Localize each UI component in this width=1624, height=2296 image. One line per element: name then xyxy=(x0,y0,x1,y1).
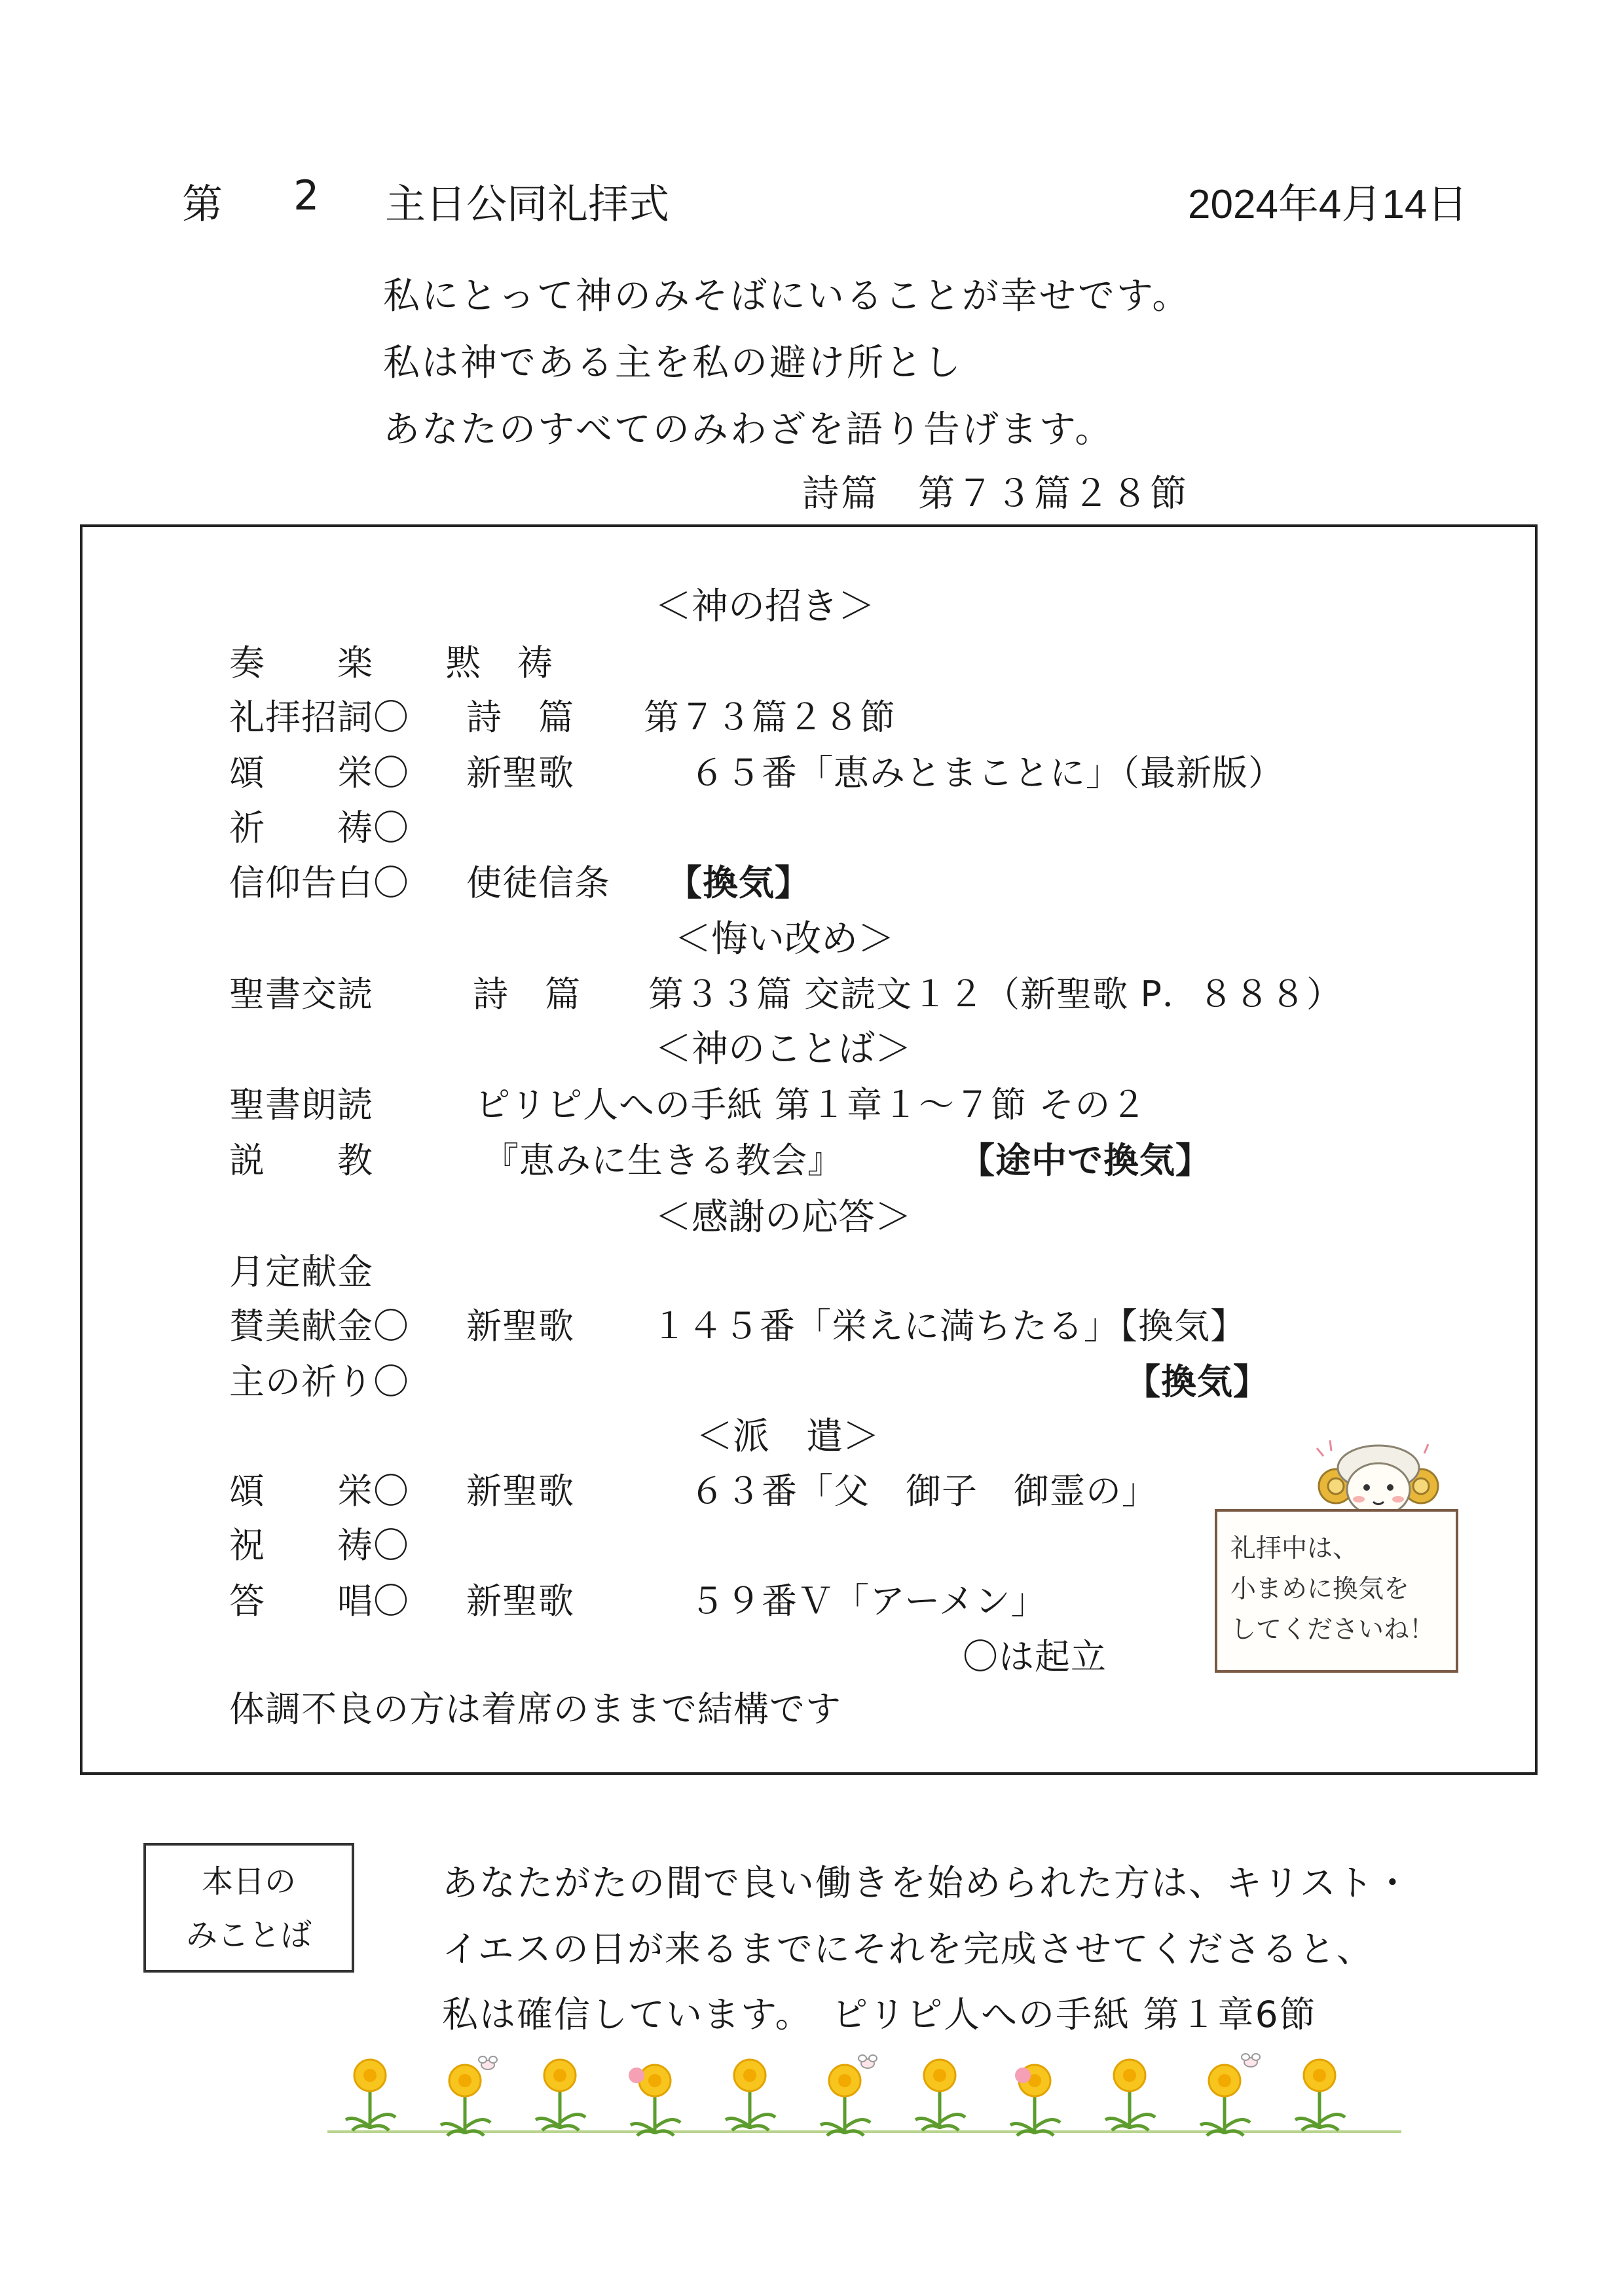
sermon-ventilation-note: 【途中で換気】 xyxy=(959,1140,1211,1181)
section-call-to-worship: ＜神の招き＞ xyxy=(655,585,875,628)
today-word-line-1: あなたがたの間で良い働きを始められた方は、キリスト・ xyxy=(442,1862,1412,1904)
section-repentance: ＜悔い改め＞ xyxy=(674,918,895,960)
bee-icon xyxy=(1242,2054,1260,2067)
bee-icon xyxy=(479,2056,497,2069)
today-word-line-3: 私は確信しています。 ピリピ人への手紙 第１章6節 xyxy=(442,1994,1317,2035)
sheep-mascot-icon xyxy=(1313,1434,1444,1519)
bee-icon xyxy=(858,2055,877,2068)
praise1-book: 新聖歌 xyxy=(466,752,574,793)
praise-offering-book: 新聖歌 xyxy=(466,1305,574,1347)
today-word-label-line-1: 本日の xyxy=(201,1863,296,1900)
praise1-hymn: ６５番「恵みとまことに」（最新版） xyxy=(690,752,1284,793)
ventilation-hint-box xyxy=(1215,1509,1458,1673)
creed-ventilation-note: 【換気】 xyxy=(667,862,811,903)
amen-hymn: ５９番Ｖ「アーメン」 xyxy=(690,1580,1047,1622)
call-source: 詩 篇 xyxy=(466,697,574,738)
hint-line-1: 礼拝中は、 xyxy=(1230,1534,1359,1563)
call-label: 礼拝招詞〇 xyxy=(229,697,409,738)
praise1-label: 頌 栄〇 xyxy=(229,752,409,793)
standing-note: 〇は起立 xyxy=(963,1636,1107,1677)
scripture-reference: ピリピ人への手紙 第１章１～７節 その２ xyxy=(475,1084,1147,1125)
verse-line-3: あなたのすべてのみわざを語り告げます。 xyxy=(383,409,1114,451)
section-response: ＜感謝の応答＞ xyxy=(655,1196,912,1239)
creed-name: 使徒信条 xyxy=(466,862,610,903)
praise-offering-hymn: １４５番「栄えに満ちたる」【換気】 xyxy=(652,1305,1246,1347)
amen-book: 新聖歌 xyxy=(466,1580,574,1622)
benediction-label: 祝 祷〇 xyxy=(229,1525,409,1566)
health-note: 体調不良の方は着席のままで結構です xyxy=(229,1688,841,1730)
flower-bud-icon xyxy=(1015,2068,1031,2083)
praise2-hymn: ６３番「父 御子 御霊の」 xyxy=(690,1470,1158,1512)
service-title: 主日公同礼拝式 xyxy=(385,180,670,228)
verse-line-2: 私は神である主を私の避け所とし xyxy=(383,342,963,384)
prelude-row: 奏 楽 黙 祷 xyxy=(229,642,553,683)
sermon-label: 説 教 xyxy=(229,1140,373,1181)
service-date: 2024年4月14日 xyxy=(1188,182,1468,227)
hint-line-3: してくださいね！ xyxy=(1230,1615,1435,1645)
scripture-label: 聖書朗読 xyxy=(229,1084,373,1125)
praise-offering-label: 賛美献金〇 xyxy=(229,1305,409,1347)
reading-label: 聖書交読 xyxy=(229,974,373,1015)
dandelion-icon xyxy=(441,2065,490,2136)
today-word-label-line-2: みことば xyxy=(185,1917,312,1954)
reading-reference: 第３３篇 交読文１２（新聖歌 P．８８８） xyxy=(648,974,1342,1015)
dandelion-icon xyxy=(726,2060,775,2130)
praise2-label: 頌 栄〇 xyxy=(229,1470,409,1512)
dandelion-border xyxy=(327,2049,1401,2141)
lords-prayer-ventilation-note: 【換気】 xyxy=(1125,1361,1269,1402)
dandelion-icon xyxy=(536,2060,585,2130)
dandelion-icon xyxy=(1295,2060,1345,2130)
praise2-book: 新聖歌 xyxy=(466,1470,574,1512)
today-word-label-box xyxy=(143,1843,354,1973)
prayer-label: 祈 祷〇 xyxy=(229,807,409,848)
verse-reference: 詩篇 第７３篇２８節 xyxy=(802,473,1189,515)
reading-source: 詩 篇 xyxy=(473,974,581,1015)
week-number: 2 xyxy=(293,172,320,219)
section-sending: ＜派 遣＞ xyxy=(696,1415,879,1458)
dandelion-icon xyxy=(915,2060,965,2130)
call-reference: 第７３篇２８節 xyxy=(644,697,896,738)
monthly-offering: 月定献金 xyxy=(229,1251,373,1292)
verse-line-1: 私にとって神のみそばにいることが幸せです。 xyxy=(383,275,1191,318)
dandelion-icon xyxy=(821,2065,870,2136)
hint-line-2: 小まめに換気を xyxy=(1230,1575,1410,1604)
creed-label: 信仰告白〇 xyxy=(229,862,409,903)
flower-bud-icon xyxy=(629,2068,644,2083)
section-word-of-god: ＜神のことば＞ xyxy=(655,1028,912,1070)
amen-label: 答 唱〇 xyxy=(229,1580,409,1622)
dandelion-icon xyxy=(1105,2060,1155,2130)
week-label: 第 xyxy=(182,180,223,228)
today-word-line-2: イエスの日が来るまでにそれを完成させてくださると、 xyxy=(442,1928,1374,1970)
dandelion-icon xyxy=(346,2060,396,2130)
lords-prayer-label: 主の祈り〇 xyxy=(229,1361,409,1402)
sermon-title: 『恵みに生きる教会』 xyxy=(483,1140,843,1181)
dandelion-icon xyxy=(1200,2065,1250,2136)
